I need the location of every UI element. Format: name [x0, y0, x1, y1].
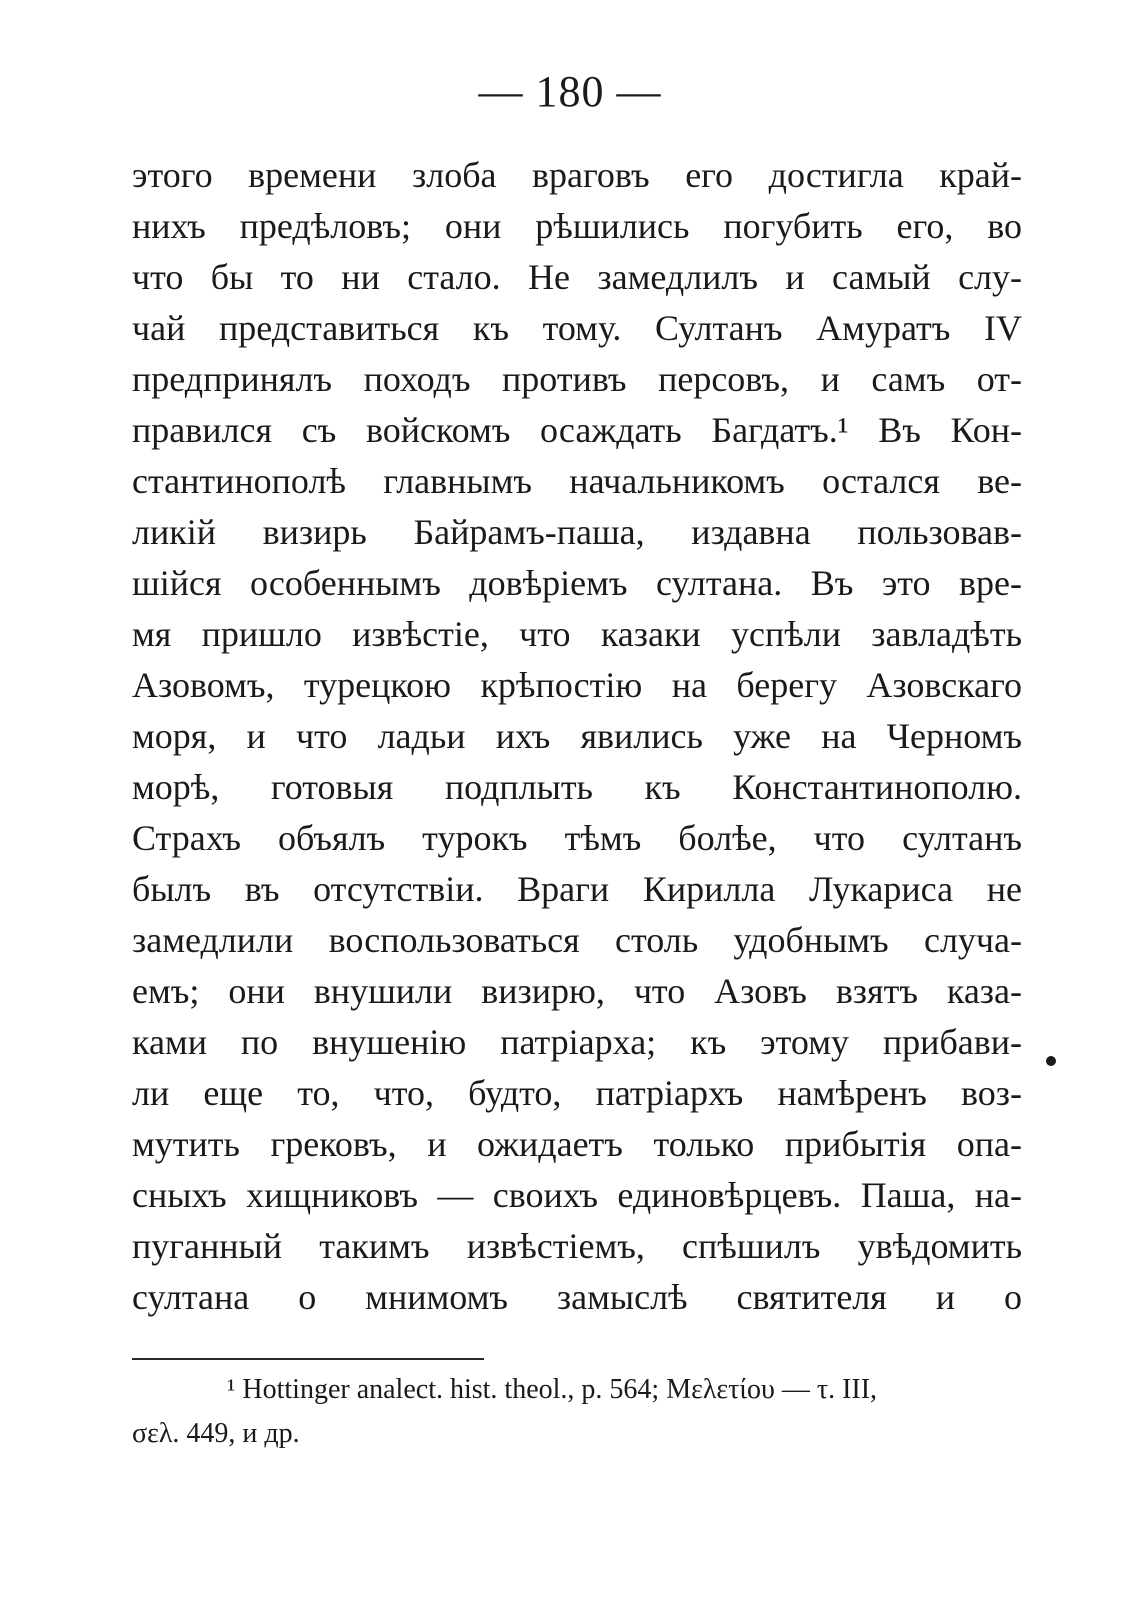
body-line: что бы то ни стало. Не замедлилъ и самый слу- [132, 257, 1022, 297]
body-line: правился съ войскомъ осаждать Багдатъ.¹ Въ Кон- [132, 410, 1022, 450]
body-line: ками по внушенію патріарха; къ этому прибави- [132, 1022, 1022, 1062]
footnote-line: ¹ Hottinger analect. hist. theol., p. 564; Μελετίου — τ. III, [227, 1374, 878, 1405]
body-line: пуганный такимъ извѣстіемъ, спѣшилъ увѣдомить [132, 1226, 1022, 1266]
body-line: Страхъ объялъ турокъ тѣмъ болѣе, что султанъ [132, 818, 1022, 858]
body-line: емъ; они внушили визирю, что Азовъ взятъ каза- [132, 971, 1022, 1011]
body-line: ли еще то, что, будто, патріархъ намѣренъ воз- [132, 1073, 1022, 1113]
body-line: султана о мнимомъ замыслѣ святителя и о [132, 1277, 1022, 1317]
page-number: — 180 — [478, 67, 662, 116]
body-line: нихъ предѣловъ; они рѣшились погубить его, во [132, 206, 1022, 246]
body-line: мя пришло извѣстіе, что казаки успѣли завладѣть [132, 614, 1022, 654]
body-line: предпринялъ походъ противъ персовъ, и самъ от- [132, 359, 1022, 399]
body-line: замедлили воспользоваться столь удобнымъ случа- [132, 920, 1022, 960]
body-line: былъ въ отсутствіи. Враги Кирилла Лукариса не [132, 869, 1022, 909]
body-line: мутить грековъ, и ожидаетъ только прибытія опа- [132, 1124, 1022, 1164]
body-line: Азовомъ, турецкою крѣпостію на берегу Азовскаго [132, 665, 1022, 705]
footnote-divider [132, 1358, 484, 1360]
body-line: сныхъ хищниковъ — своихъ единовѣрцевъ. Паша, на- [132, 1175, 1022, 1215]
footnote [132, 1368, 1022, 1456]
body-line: морѣ, готовыя подплыть къ Константинополю. [132, 767, 1022, 807]
body-line: моря, и что ладьи ихъ явились уже на Черномъ [132, 716, 1022, 756]
body-line: этого времени злоба враговъ его достигла край- [132, 155, 1022, 195]
footnote-line: σελ. 449, и др. [132, 1418, 300, 1449]
body-line: шійся особеннымъ довѣріемъ султана. Въ это вре- [132, 563, 1022, 603]
body-text [132, 150, 1022, 1323]
body-line: стантинополѣ главнымъ начальникомъ остался ве- [132, 461, 1022, 501]
margin-dot-mark [1046, 1056, 1056, 1066]
body-line: чай представиться къ тому. Султанъ Амуратъ IV [132, 308, 1022, 348]
body-line: ликій визирь Байрамъ-паша, издавна пользовав- [132, 512, 1022, 552]
